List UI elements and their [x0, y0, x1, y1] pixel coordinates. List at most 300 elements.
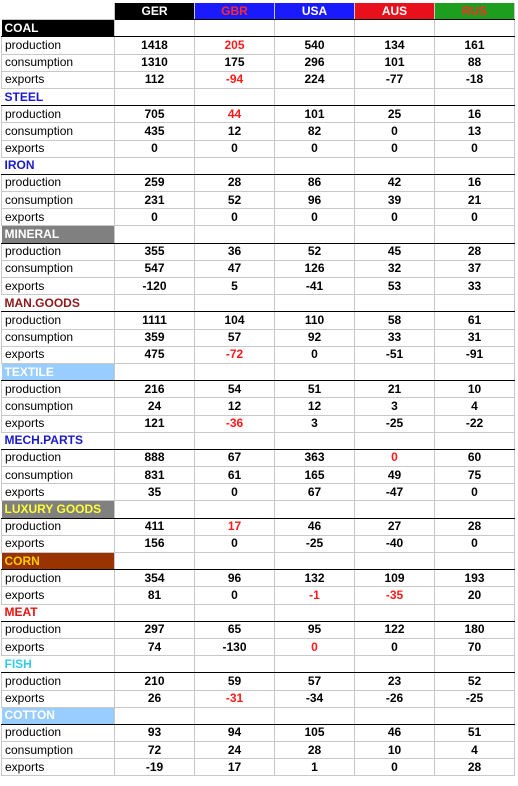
value-cell[interactable]: 831 — [115, 467, 195, 484]
value-cell[interactable]: -77 — [355, 71, 435, 88]
empty-cell[interactable] — [435, 88, 515, 105]
empty-cell[interactable] — [355, 20, 435, 37]
empty-cell[interactable] — [355, 226, 435, 243]
section-title[interactable]: MINERAL — [2, 226, 115, 243]
value-cell[interactable]: 705 — [115, 106, 195, 123]
row-label[interactable]: exports — [2, 209, 115, 226]
empty-cell[interactable] — [115, 656, 195, 673]
value-cell[interactable]: 86 — [275, 174, 355, 191]
row-label[interactable]: production — [2, 621, 115, 638]
empty-cell[interactable] — [435, 432, 515, 449]
value-cell[interactable]: 0 — [435, 140, 515, 157]
value-cell[interactable]: 10 — [355, 742, 435, 759]
table-row — [2, 587, 515, 604]
empty-cell[interactable] — [275, 432, 355, 449]
value-cell[interactable]: 31 — [435, 329, 515, 346]
value-cell[interactable]: 161 — [435, 37, 515, 54]
value-cell[interactable]: 39 — [355, 192, 435, 209]
row-label[interactable]: production — [2, 312, 115, 329]
value-cell[interactable]: 363 — [275, 449, 355, 466]
value-cell[interactable]: -94 — [195, 71, 275, 88]
value-cell[interactable]: 3 — [275, 415, 355, 432]
value-cell[interactable]: -41 — [275, 278, 355, 295]
value-cell[interactable]: 81 — [115, 587, 195, 604]
value-cell[interactable]: 110 — [275, 312, 355, 329]
value-cell[interactable]: 193 — [435, 570, 515, 587]
commodity-table — [1, 3, 515, 776]
empty-cell[interactable] — [355, 553, 435, 570]
value-cell[interactable]: 51 — [435, 724, 515, 741]
row-label[interactable]: production — [2, 381, 115, 398]
row-label[interactable]: production — [2, 570, 115, 587]
value-cell[interactable]: -25 — [275, 535, 355, 552]
row-label[interactable]: exports — [2, 587, 115, 604]
table-row — [2, 415, 515, 432]
value-cell[interactable]: 0 — [355, 638, 435, 655]
row-label[interactable]: production — [2, 673, 115, 690]
value-cell[interactable]: 259 — [115, 174, 195, 191]
empty-cell[interactable] — [275, 157, 355, 174]
value-cell[interactable]: 359 — [115, 329, 195, 346]
header-corner-cell[interactable] — [2, 3, 115, 20]
value-cell[interactable]: 224 — [275, 71, 355, 88]
value-cell[interactable]: 17 — [195, 518, 275, 535]
value-cell[interactable]: -47 — [355, 484, 435, 501]
row-label[interactable]: production — [2, 724, 115, 741]
row-label[interactable]: consumption — [2, 398, 115, 415]
value-cell[interactable]: 51 — [275, 381, 355, 398]
empty-cell[interactable] — [195, 363, 275, 380]
value-cell[interactable]: 12 — [195, 398, 275, 415]
table-row — [2, 140, 515, 157]
value-cell[interactable]: 0 — [195, 484, 275, 501]
value-cell[interactable]: 0 — [195, 587, 275, 604]
value-cell[interactable]: 95 — [275, 621, 355, 638]
value-cell[interactable]: 540 — [275, 37, 355, 54]
empty-cell[interactable] — [195, 707, 275, 724]
table-row — [2, 518, 515, 535]
value-cell[interactable]: 3 — [355, 398, 435, 415]
empty-cell[interactable] — [195, 432, 275, 449]
row-label[interactable]: exports — [2, 690, 115, 707]
section-title[interactable]: LUXURY GOODS — [2, 501, 115, 518]
value-cell[interactable]: 20 — [435, 587, 515, 604]
empty-cell[interactable] — [115, 88, 195, 105]
value-cell[interactable]: 888 — [115, 449, 195, 466]
value-cell[interactable]: 0 — [435, 209, 515, 226]
value-cell[interactable]: 0 — [355, 123, 435, 140]
section-row-coal — [2, 20, 515, 37]
value-cell[interactable]: 28 — [435, 759, 515, 776]
value-cell[interactable]: 75 — [435, 467, 515, 484]
table-row — [2, 724, 515, 741]
empty-cell[interactable] — [275, 707, 355, 724]
value-cell[interactable]: -120 — [115, 278, 195, 295]
value-cell[interactable]: 101 — [275, 106, 355, 123]
empty-cell[interactable] — [195, 656, 275, 673]
value-cell[interactable]: -31 — [195, 690, 275, 707]
value-cell[interactable]: 101 — [355, 54, 435, 71]
value-cell[interactable]: 231 — [115, 192, 195, 209]
value-cell[interactable]: -18 — [435, 71, 515, 88]
empty-cell[interactable] — [115, 157, 195, 174]
empty-cell[interactable] — [115, 553, 195, 570]
table-row — [2, 673, 515, 690]
value-cell[interactable]: 28 — [275, 742, 355, 759]
empty-cell[interactable] — [115, 295, 195, 312]
value-cell[interactable]: 122 — [355, 621, 435, 638]
value-cell[interactable]: 72 — [115, 742, 195, 759]
row-label[interactable]: consumption — [2, 123, 115, 140]
value-cell[interactable]: 42 — [355, 174, 435, 191]
empty-cell[interactable] — [355, 88, 435, 105]
value-cell[interactable]: 1310 — [115, 54, 195, 71]
value-cell[interactable]: 24 — [195, 742, 275, 759]
value-cell[interactable]: 0 — [275, 638, 355, 655]
value-cell[interactable]: 61 — [435, 312, 515, 329]
value-cell[interactable]: 96 — [195, 570, 275, 587]
value-cell[interactable]: 0 — [355, 449, 435, 466]
value-cell[interactable]: 1 — [275, 759, 355, 776]
row-label[interactable]: exports — [2, 346, 115, 363]
value-cell[interactable]: 13 — [435, 123, 515, 140]
section-title[interactable]: CORN — [2, 553, 115, 570]
value-cell[interactable]: 49 — [355, 467, 435, 484]
table-row — [2, 278, 515, 295]
empty-cell[interactable] — [435, 501, 515, 518]
value-cell[interactable]: 0 — [275, 140, 355, 157]
empty-cell[interactable] — [435, 226, 515, 243]
value-cell[interactable]: 0 — [355, 209, 435, 226]
value-cell[interactable]: 33 — [355, 329, 435, 346]
value-cell[interactable]: 67 — [195, 449, 275, 466]
value-cell[interactable]: 52 — [195, 192, 275, 209]
empty-cell[interactable] — [275, 226, 355, 243]
value-cell[interactable]: 26 — [115, 690, 195, 707]
value-cell[interactable]: 0 — [195, 140, 275, 157]
value-cell[interactable]: 12 — [195, 123, 275, 140]
value-cell[interactable]: 10 — [435, 381, 515, 398]
table-row — [2, 71, 515, 88]
value-cell[interactable]: 1418 — [115, 37, 195, 54]
value-cell[interactable]: -72 — [195, 346, 275, 363]
value-cell[interactable]: 36 — [195, 243, 275, 260]
value-cell[interactable]: 33 — [435, 278, 515, 295]
value-cell[interactable]: 210 — [115, 673, 195, 690]
row-label[interactable]: production — [2, 518, 115, 535]
value-cell[interactable]: -35 — [355, 587, 435, 604]
table-row — [2, 759, 515, 776]
section-row-luxury-goods — [2, 501, 515, 518]
empty-cell[interactable] — [115, 20, 195, 37]
empty-cell[interactable] — [195, 604, 275, 621]
section-title[interactable]: COTTON — [2, 707, 115, 724]
value-cell[interactable]: 96 — [275, 192, 355, 209]
value-cell[interactable]: -40 — [355, 535, 435, 552]
empty-cell[interactable] — [435, 707, 515, 724]
section-row-steel — [2, 88, 515, 105]
empty-cell[interactable] — [275, 20, 355, 37]
empty-cell[interactable] — [195, 88, 275, 105]
section-row-fish — [2, 656, 515, 673]
value-cell[interactable]: 23 — [355, 673, 435, 690]
value-cell[interactable]: 46 — [355, 724, 435, 741]
value-cell[interactable]: -36 — [195, 415, 275, 432]
empty-cell[interactable] — [435, 656, 515, 673]
row-label[interactable]: production — [2, 449, 115, 466]
section-title[interactable]: STEEL — [2, 88, 115, 105]
section-row-meat — [2, 604, 515, 621]
value-cell[interactable]: -51 — [355, 346, 435, 363]
value-cell[interactable]: 0 — [195, 209, 275, 226]
empty-cell[interactable] — [115, 604, 195, 621]
row-label[interactable]: production — [2, 174, 115, 191]
value-cell[interactable]: 28 — [435, 518, 515, 535]
table-row — [2, 106, 515, 123]
empty-cell[interactable] — [195, 295, 275, 312]
value-cell[interactable]: 547 — [115, 260, 195, 277]
value-cell[interactable]: 112 — [115, 71, 195, 88]
value-cell[interactable]: 57 — [275, 673, 355, 690]
value-cell[interactable]: -130 — [195, 638, 275, 655]
empty-cell[interactable] — [275, 553, 355, 570]
table-row — [2, 243, 515, 260]
row-label[interactable]: consumption — [2, 742, 115, 759]
empty-cell[interactable] — [355, 295, 435, 312]
value-cell[interactable]: 126 — [275, 260, 355, 277]
value-cell[interactable]: -22 — [435, 415, 515, 432]
value-cell[interactable]: 59 — [195, 673, 275, 690]
row-label[interactable]: exports — [2, 638, 115, 655]
table-row — [2, 570, 515, 587]
row-label[interactable]: consumption — [2, 192, 115, 209]
value-cell[interactable]: 25 — [355, 106, 435, 123]
value-cell[interactable]: 355 — [115, 243, 195, 260]
value-cell[interactable]: 28 — [195, 174, 275, 191]
empty-cell[interactable] — [355, 707, 435, 724]
empty-cell[interactable] — [195, 553, 275, 570]
value-cell[interactable]: 4 — [435, 742, 515, 759]
value-cell[interactable]: -26 — [355, 690, 435, 707]
value-cell[interactable]: 57 — [195, 329, 275, 346]
value-cell[interactable]: 52 — [275, 243, 355, 260]
value-cell[interactable]: 52 — [435, 673, 515, 690]
table-row — [2, 37, 515, 54]
value-cell[interactable]: 5 — [195, 278, 275, 295]
value-cell[interactable]: 475 — [115, 346, 195, 363]
value-cell[interactable]: 61 — [195, 467, 275, 484]
value-cell[interactable]: 411 — [115, 518, 195, 535]
value-cell[interactable]: 16 — [435, 174, 515, 191]
value-cell[interactable]: 105 — [275, 724, 355, 741]
value-cell[interactable]: 28 — [435, 243, 515, 260]
table-row — [2, 638, 515, 655]
value-cell[interactable]: 65 — [195, 621, 275, 638]
value-cell[interactable]: 0 — [275, 209, 355, 226]
empty-cell[interactable] — [275, 604, 355, 621]
row-label[interactable]: production — [2, 37, 115, 54]
value-cell[interactable]: 104 — [195, 312, 275, 329]
value-cell[interactable]: -19 — [115, 759, 195, 776]
empty-cell[interactable] — [115, 501, 195, 518]
value-cell[interactable]: 94 — [195, 724, 275, 741]
empty-cell[interactable] — [355, 157, 435, 174]
value-cell[interactable]: 1111 — [115, 312, 195, 329]
empty-cell[interactable] — [195, 20, 275, 37]
value-cell[interactable]: 0 — [355, 759, 435, 776]
empty-cell[interactable] — [435, 157, 515, 174]
value-cell[interactable]: 0 — [435, 484, 515, 501]
value-cell[interactable]: 58 — [355, 312, 435, 329]
empty-cell[interactable] — [355, 501, 435, 518]
empty-cell[interactable] — [435, 363, 515, 380]
country-header-usa[interactable]: USA — [275, 3, 355, 20]
row-label[interactable]: consumption — [2, 467, 115, 484]
empty-cell[interactable] — [355, 604, 435, 621]
empty-cell[interactable] — [435, 604, 515, 621]
value-cell[interactable]: 296 — [275, 54, 355, 71]
section-title[interactable]: FISH — [2, 656, 115, 673]
value-cell[interactable]: 21 — [435, 192, 515, 209]
value-cell[interactable]: 35 — [115, 484, 195, 501]
row-label[interactable]: exports — [2, 140, 115, 157]
row-label[interactable]: exports — [2, 278, 115, 295]
value-cell[interactable]: 0 — [115, 140, 195, 157]
header-row — [2, 3, 515, 20]
country-header-gbr[interactable]: GBR — [195, 3, 275, 20]
value-cell[interactable]: -25 — [435, 690, 515, 707]
value-cell[interactable]: 21 — [355, 381, 435, 398]
empty-cell[interactable] — [115, 226, 195, 243]
section-title[interactable]: MAN.GOODS — [2, 295, 115, 312]
empty-cell[interactable] — [275, 363, 355, 380]
value-cell[interactable]: 205 — [195, 37, 275, 54]
value-cell[interactable]: 82 — [275, 123, 355, 140]
empty-cell[interactable] — [355, 363, 435, 380]
empty-cell[interactable] — [435, 20, 515, 37]
row-label[interactable]: exports — [2, 535, 115, 552]
value-cell[interactable]: 180 — [435, 621, 515, 638]
value-cell[interactable]: 37 — [435, 260, 515, 277]
value-cell[interactable]: 165 — [275, 467, 355, 484]
value-cell[interactable]: 156 — [115, 535, 195, 552]
country-header-aus[interactable]: AUS — [355, 3, 435, 20]
table-row — [2, 329, 515, 346]
value-cell[interactable]: 74 — [115, 638, 195, 655]
row-label[interactable]: exports — [2, 484, 115, 501]
empty-cell[interactable] — [275, 295, 355, 312]
value-cell[interactable]: 0 — [115, 209, 195, 226]
value-cell[interactable]: 175 — [195, 54, 275, 71]
value-cell[interactable]: -91 — [435, 346, 515, 363]
table-row — [2, 742, 515, 759]
empty-cell[interactable] — [275, 88, 355, 105]
table-row — [2, 398, 515, 415]
empty-cell[interactable] — [195, 501, 275, 518]
value-cell[interactable]: 16 — [435, 106, 515, 123]
row-label[interactable]: production — [2, 243, 115, 260]
value-cell[interactable]: 88 — [435, 54, 515, 71]
value-cell[interactable]: 354 — [115, 570, 195, 587]
section-title[interactable]: IRON — [2, 157, 115, 174]
value-cell[interactable]: 54 — [195, 381, 275, 398]
value-cell[interactable]: 297 — [115, 621, 195, 638]
section-title[interactable]: COAL — [2, 20, 115, 37]
section-title[interactable]: TEXTILE — [2, 363, 115, 380]
value-cell[interactable]: 44 — [195, 106, 275, 123]
value-cell[interactable]: 92 — [275, 329, 355, 346]
empty-cell[interactable] — [115, 363, 195, 380]
row-label[interactable]: exports — [2, 415, 115, 432]
row-label[interactable]: consumption — [2, 260, 115, 277]
value-cell[interactable]: 12 — [275, 398, 355, 415]
empty-cell[interactable] — [355, 656, 435, 673]
value-cell[interactable]: 45 — [355, 243, 435, 260]
section-title[interactable]: MEAT — [2, 604, 115, 621]
value-cell[interactable]: 70 — [435, 638, 515, 655]
value-cell[interactable]: 47 — [195, 260, 275, 277]
section-title[interactable]: MECH.PARTS — [2, 432, 115, 449]
row-label[interactable]: production — [2, 106, 115, 123]
value-cell[interactable]: 0 — [355, 140, 435, 157]
table-row — [2, 621, 515, 638]
value-cell[interactable]: 121 — [115, 415, 195, 432]
empty-cell[interactable] — [115, 432, 195, 449]
value-cell[interactable]: -34 — [275, 690, 355, 707]
row-label[interactable]: consumption — [2, 54, 115, 71]
value-cell[interactable]: 132 — [275, 570, 355, 587]
section-row-cotton — [2, 707, 515, 724]
table-row — [2, 484, 515, 501]
row-label[interactable]: exports — [2, 759, 115, 776]
value-cell[interactable]: 27 — [355, 518, 435, 535]
value-cell[interactable]: 134 — [355, 37, 435, 54]
section-row-iron — [2, 157, 515, 174]
empty-cell[interactable] — [275, 501, 355, 518]
empty-cell[interactable] — [355, 432, 435, 449]
value-cell[interactable]: 46 — [275, 518, 355, 535]
empty-cell[interactable] — [195, 157, 275, 174]
row-label[interactable]: exports — [2, 71, 115, 88]
value-cell[interactable]: 435 — [115, 123, 195, 140]
value-cell[interactable]: 93 — [115, 724, 195, 741]
empty-cell[interactable] — [195, 226, 275, 243]
value-cell[interactable]: 0 — [195, 535, 275, 552]
empty-cell[interactable] — [275, 656, 355, 673]
value-cell[interactable]: 24 — [115, 398, 195, 415]
value-cell[interactable]: -25 — [355, 415, 435, 432]
empty-cell[interactable] — [435, 553, 515, 570]
value-cell[interactable]: 0 — [435, 535, 515, 552]
section-row-corn — [2, 553, 515, 570]
value-cell[interactable]: 4 — [435, 398, 515, 415]
country-header-rus[interactable]: RUS — [435, 3, 515, 20]
value-cell[interactable]: 53 — [355, 278, 435, 295]
value-cell[interactable]: 60 — [435, 449, 515, 466]
country-header-ger[interactable]: GER — [115, 3, 195, 20]
value-cell[interactable]: 32 — [355, 260, 435, 277]
value-cell[interactable]: -1 — [275, 587, 355, 604]
value-cell[interactable]: 67 — [275, 484, 355, 501]
empty-cell[interactable] — [435, 295, 515, 312]
row-label[interactable]: consumption — [2, 329, 115, 346]
table-body — [2, 3, 515, 776]
empty-cell[interactable] — [115, 707, 195, 724]
value-cell[interactable]: 216 — [115, 381, 195, 398]
value-cell[interactable]: 109 — [355, 570, 435, 587]
value-cell[interactable]: 17 — [195, 759, 275, 776]
value-cell[interactable]: 0 — [275, 346, 355, 363]
